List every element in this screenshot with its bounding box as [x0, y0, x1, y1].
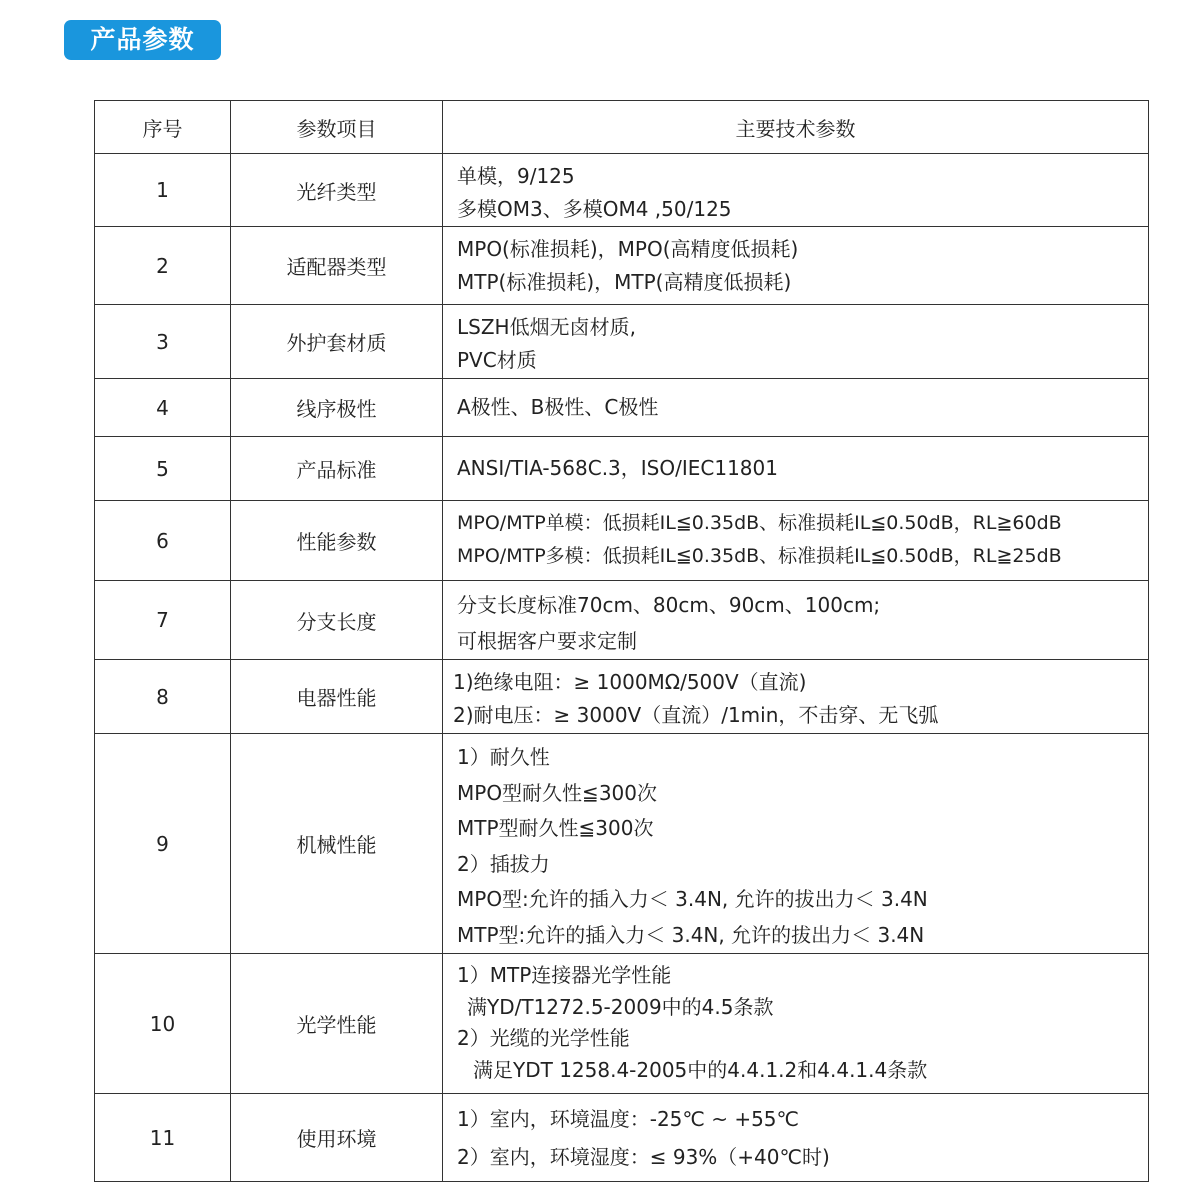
row-item: 光学性能: [231, 954, 443, 1094]
table-row: [95, 154, 1149, 227]
row-no: 8: [95, 660, 231, 734]
detail-line: 2）室内，环境湿度：≤ 93%（+40℃时): [457, 1145, 830, 1169]
row-detail: [443, 154, 1149, 227]
table-row: [95, 379, 1149, 437]
detail-line: MTP型耐久性≦300次: [457, 816, 654, 840]
row-no: 11: [95, 1094, 231, 1182]
table-row: [95, 1094, 1149, 1182]
detail-line: 1）MTP连接器光学性能: [457, 963, 672, 987]
table-row: [95, 581, 1149, 660]
row-no: 6: [95, 501, 231, 581]
table-row: [95, 227, 1149, 305]
row-item: 产品标准: [231, 437, 443, 501]
row-item: 机械性能: [231, 734, 443, 954]
row-no: 4: [95, 379, 231, 437]
row-no: 7: [95, 581, 231, 660]
detail-line: MPO/MTP多模：低损耗IL≦0.35dB、标准损耗IL≦0.50dB，RL≧25dB: [457, 545, 1062, 567]
row-no: 3: [95, 305, 231, 379]
detail-line: 满足YDT 1258.4-2005中的4.4.1.2和4.4.1.4条款: [473, 1057, 928, 1082]
header-detail: 主要技术参数: [443, 101, 1149, 154]
row-no: 2: [95, 227, 231, 305]
detail-line: 可根据客户要求定制: [457, 629, 637, 653]
section-title: 产品参数: [64, 20, 221, 60]
row-item: 电器性能: [231, 660, 443, 734]
detail-line: 1）室内，环境温度：-25℃ ~ +55℃: [457, 1107, 799, 1131]
detail-line: 1)绝缘电阻：≥ 1000MΩ/500V（直流): [453, 670, 807, 694]
header-no: 序号: [95, 101, 231, 154]
table-row: [95, 954, 1149, 1094]
detail-line: MPO型耐久性≦300次: [457, 780, 657, 805]
detail-line: 分支长度标准70cm、80cm、90cm、100cm;: [457, 593, 881, 617]
row-item: 使用环境: [231, 1094, 443, 1182]
row-detail: [443, 581, 1149, 660]
product-spec-table: [94, 100, 1149, 1182]
row-detail: [443, 227, 1149, 305]
row-detail: [443, 734, 1149, 954]
detail-line: 2）插拔力: [457, 851, 550, 876]
detail-line: 2）光缆的光学性能: [457, 1026, 630, 1050]
row-no: 5: [95, 437, 231, 501]
detail-line: MPO(标准损耗)，MPO(高精度低损耗): [457, 237, 799, 261]
detail-line: 2)耐电压：≥ 3000V（直流）/1min，不击穿、无飞弧: [453, 703, 939, 727]
table-row: [95, 437, 1149, 501]
row-detail: [443, 1094, 1149, 1182]
table-row: [95, 660, 1149, 734]
table-row: [95, 305, 1149, 379]
row-detail: [443, 437, 1149, 501]
detail-line: MPO/MTP单模：低损耗IL≦0.35dB、标准损耗IL≦0.50dB，RL≧60dB: [457, 512, 1062, 534]
row-item: 光纤类型: [231, 154, 443, 227]
detail-line: MTP(标准损耗)，MTP(高精度低损耗): [457, 270, 792, 294]
detail-line: 多模OM3、多模OM4 ,50/125: [457, 197, 732, 221]
row-no: 9: [95, 734, 231, 954]
row-item: 外护套材质: [231, 305, 443, 379]
header-item: 参数项目: [231, 101, 443, 154]
row-detail: [443, 501, 1149, 581]
row-item: 性能参数: [231, 501, 443, 581]
detail-line: 满YD/T1272.5-2009中的4.5条款: [467, 994, 774, 1019]
detail-line: 1）耐久性: [457, 745, 550, 769]
row-detail: [443, 305, 1149, 379]
detail-line: 单模，9/125: [457, 164, 575, 188]
row-no: 1: [95, 154, 231, 227]
row-detail: [443, 660, 1149, 734]
table-row: [95, 501, 1149, 581]
row-item: 适配器类型: [231, 227, 443, 305]
row-detail: [443, 379, 1149, 437]
row-item: 线序极性: [231, 379, 443, 437]
table-row: [95, 734, 1149, 954]
row-detail: [443, 954, 1149, 1094]
detail-line: MPO型:允许的插入力＜ 3.4N, 允许的拔出力＜ 3.4N: [457, 887, 928, 911]
detail-line: LSZH低烟无卤材质,: [457, 315, 636, 339]
detail-line: PVC材质: [457, 348, 537, 372]
row-no: 10: [95, 954, 231, 1094]
detail-line: A极性、B极性、C极性: [457, 395, 659, 419]
detail-line: ANSI/TIA-568C.3，ISO/IEC11801: [457, 456, 778, 480]
row-item: 分支长度: [231, 581, 443, 660]
table-header-row: [95, 101, 1149, 154]
detail-line: MTP型:允许的插入力＜ 3.4N, 允许的拔出力＜ 3.4N: [457, 922, 925, 947]
